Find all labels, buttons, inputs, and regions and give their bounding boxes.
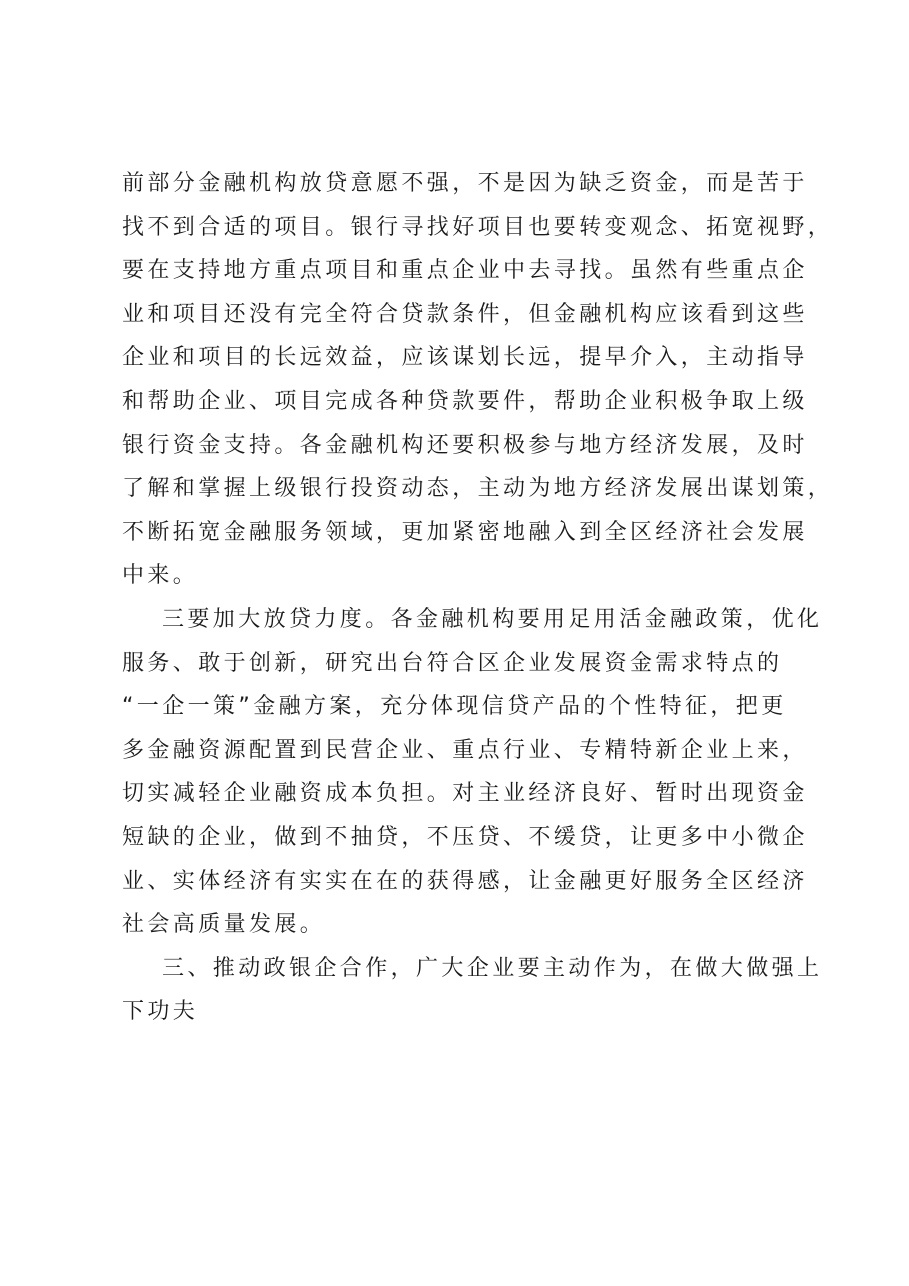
text-line: 要在支持地方重点项目和重点企业中去寻找。虽然有些重点企 [122,258,808,284]
text-line: 业和项目还没有完全符合贷款条件，但金融机构应该看到这些 [122,301,808,327]
text-line: 多金融资源配置到民营企业、重点行业、专精特新企业上来， [122,737,808,763]
text-line: 银行资金支持。各金融机构还要积极参与地方经济发展，及时 [122,432,808,458]
text-line: 短缺的企业，做到不抽贷，不压贷、不缓贷，让更多中小微企 [122,824,808,850]
document-body [122,162,834,1034]
text-line: 业、实体经济有实实在在的获得感，让金融更好服务全区经济 [122,868,808,894]
text-line: 前部分金融机构放贷意愿不强，不是因为缺乏资金，而是苦于 [122,171,808,196]
text-line: 和帮助企业、项目完成各种贷款要件，帮助企业积极争取上级 [122,388,808,414]
text-line: “一企一策”金融方案，充分体现信贷产品的个性特征，把更 [122,694,787,720]
text-line: 切实减轻企业融资成本负担。对主业经济良好、暂时出现资金 [122,781,808,807]
text-line: 下功夫 [122,999,199,1025]
text-line: 企业和项目的长远效益，应该谋划长远，提早介入，主动指导 [122,345,808,371]
text-line: 社会高质量发展。 [122,912,326,938]
paragraph-2 [122,598,823,947]
text-line: 三要加大放贷力度。各金融机构要用足用活金融政策，优化 [162,606,823,632]
text-line: 服务、敢于创新，研究出台符合区企业发展资金需求特点的 [122,650,783,676]
text-line: 中来。 [122,563,199,589]
text-line: 不断拓宽金融服务领域，更加紧密地融入到全区经济社会发展 [122,519,808,545]
text-line: 找不到合适的项目。银行寻找好项目也要转变观念、拓宽视野， [122,214,834,240]
paragraph-1 [122,162,834,598]
text-line: 了解和掌握上级银行投资动态，主动为地方经济发展出谋划策， [122,476,834,502]
section-heading [122,947,823,1034]
text-line: 三、推动政银企合作，广大企业要主动作为，在做大做强上 [162,955,823,981]
